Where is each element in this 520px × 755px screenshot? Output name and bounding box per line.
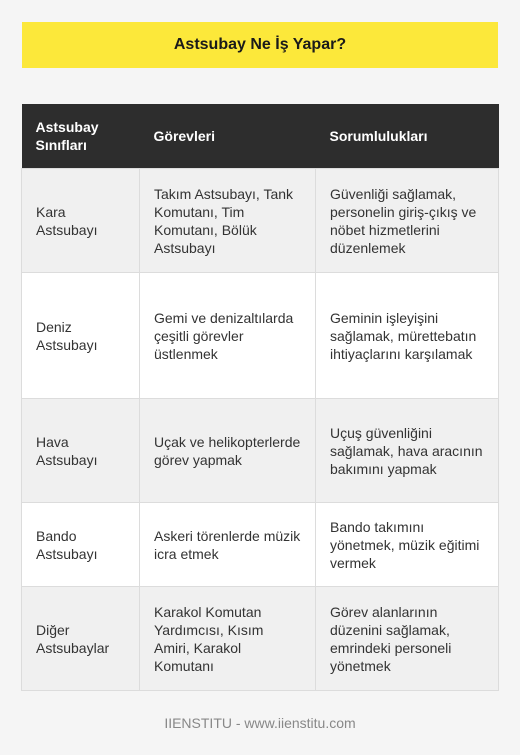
cell-class: Deniz Astsubayı: [22, 273, 140, 399]
table-row: [22, 587, 499, 691]
cell-responsibilities: Güvenliği sağlamak, personelin giriş-çıkış ve nöbet hizmetlerini düzenlemek: [316, 169, 499, 273]
cell-class: Diğer Astsubaylar: [22, 587, 140, 691]
cell-class: Kara Astsubayı: [22, 169, 140, 273]
header-gorevleri: Görevleri: [140, 104, 316, 169]
cell-duties: Askeri törenlerde müzik icra etmek: [140, 503, 316, 587]
table-row: [22, 273, 499, 399]
cell-duties: Uçak ve helikopterlerde görev yapmak: [140, 399, 316, 503]
cell-duties: Gemi ve denizaltılarda çeşitli görevler üstlenmek: [140, 273, 316, 399]
cell-class: Hava Astsubayı: [22, 399, 140, 503]
cell-class: Bando Astsubayı: [22, 503, 140, 587]
table-row: [22, 169, 499, 273]
cell-responsibilities: Görev alanlarının düzenini sağlamak, emrindeki personeli yönetmek: [316, 587, 499, 691]
astsubay-table: [21, 104, 499, 691]
footer-credit: IIENSTITU - www.iienstitu.com: [164, 715, 356, 731]
cell-responsibilities: Bando takımını yönetmek, müzik eğitimi vermek: [316, 503, 499, 587]
table-header-row: [22, 104, 499, 169]
cell-responsibilities: Uçuş güvenliğini sağlamak, hava aracının bakımını yapmak: [316, 399, 499, 503]
header-sorumluluklari: Sorumlulukları: [316, 104, 499, 169]
page-title: Astsubay Ne İş Yapar?: [22, 22, 498, 68]
cell-duties: Karakol Komutan Yardımcısı, Kısım Amiri, Karakol Komutanı: [140, 587, 316, 691]
cell-duties: Takım Astsubayı, Tank Komutanı, Tim Komutanı, Bölük Astsubayı: [140, 169, 316, 273]
cell-responsibilities: Geminin işleyişini sağlamak, mürettebatın ihtiyaçlarını karşılamak: [316, 273, 499, 399]
table-row: [22, 399, 499, 503]
header-astsubay-siniflari: Astsubay Sınıfları: [22, 104, 140, 169]
table-row: [22, 503, 499, 587]
